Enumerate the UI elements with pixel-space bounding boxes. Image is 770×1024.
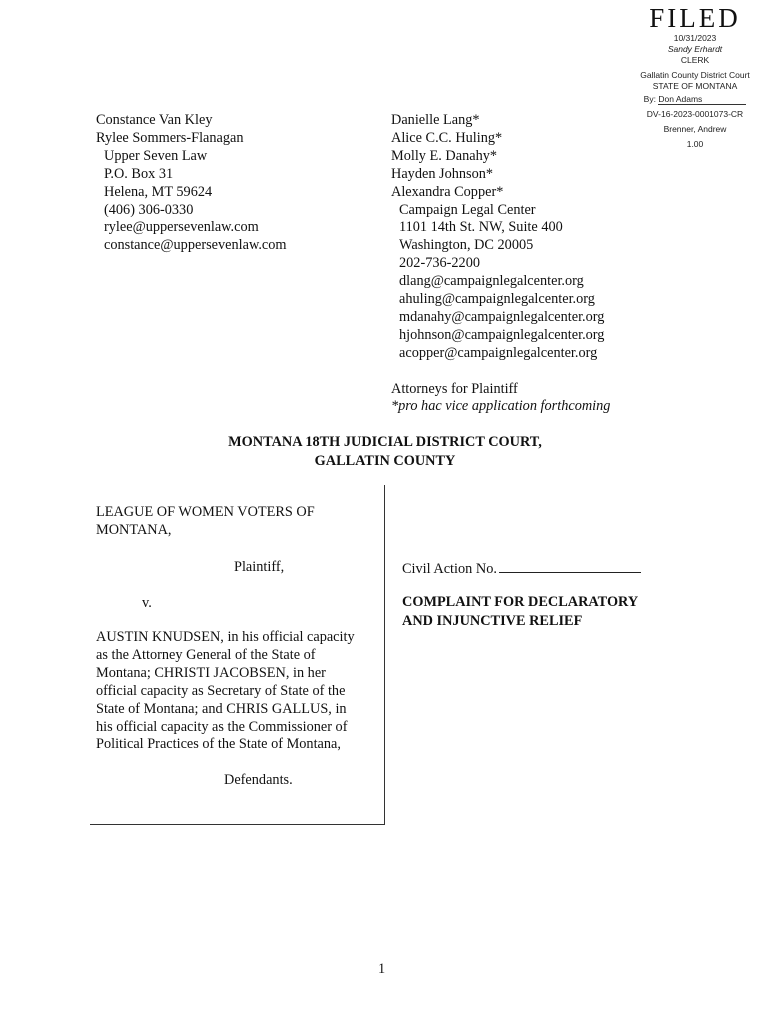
defendants-line: Montana; CHRISTI JACOBSEN, in her <box>96 664 326 681</box>
stamp-court: Gallatin County District Court <box>640 70 750 80</box>
counsel-block-left <box>96 112 287 255</box>
counsel-email: ahuling@campaignlegalcenter.org <box>399 291 595 308</box>
counsel-address: Washington, DC 20005 <box>399 237 534 254</box>
case-number: DV-16-2023-0001073-CR <box>646 109 744 119</box>
caption-divider-vertical <box>384 485 385 825</box>
counsel-firm: Upper Seven Law <box>104 147 208 164</box>
court-title <box>0 433 770 470</box>
counsel-name: Alexandra Copper* <box>391 183 504 200</box>
court-title-line: GALLATIN COUNTY <box>314 452 456 469</box>
civil-action-label: Civil Action No. <box>402 561 497 577</box>
defendants-line: official capacity as Secretary of State of the <box>96 682 346 699</box>
civil-action-blank-line <box>499 559 641 573</box>
counsel-email: dlang@campaignlegalcenter.org <box>399 273 584 290</box>
versus-label: v. <box>142 595 152 611</box>
page-number: 1 <box>378 961 386 977</box>
complaint-title-line: AND INJUNCTIVE RELIEF <box>402 612 583 629</box>
stamp-version: 1.00 <box>686 139 704 149</box>
filed-date: 10/31/2023 <box>673 33 717 43</box>
counsel-block-right <box>391 112 610 416</box>
counsel-name: Molly E. Danahy* <box>391 147 498 164</box>
plaintiff-label: Plaintiff, <box>234 559 285 575</box>
counsel-email: constance@uppersevenlaw.com <box>104 237 287 254</box>
counsel-email: mdanahy@campaignlegalcenter.org <box>399 308 605 325</box>
counsel-address: 1101 14th St. NW, Suite 400 <box>399 219 563 236</box>
defendants-label: Defendants. <box>224 772 293 788</box>
defendants-line: as the Attorney General of the State of <box>96 646 316 663</box>
counsel-role: Attorneys for Plaintiff <box>391 380 518 397</box>
counsel-phone: 202-736-2200 <box>399 255 481 272</box>
counsel-name: Hayden Johnson* <box>391 165 494 182</box>
stamp-state: STATE OF MONTANA <box>652 81 738 91</box>
counsel-firm: Campaign Legal Center <box>399 201 536 218</box>
caption-divider-horizontal <box>90 824 385 825</box>
court-title-line: MONTANA 18TH JUDICIAL DISTRICT COURT, <box>228 434 542 450</box>
stamp-by-line <box>620 94 770 105</box>
counsel-email: rylee@uppersevenlaw.com <box>104 219 259 236</box>
plaintiff-name <box>96 504 315 540</box>
counsel-phone: (406) 306-0330 <box>104 201 194 218</box>
counsel-name: Constance Van Kley <box>96 112 213 128</box>
spacer <box>391 363 610 381</box>
defendants-line: his official capacity as the Commissioner of <box>96 718 348 735</box>
counsel-email: hjohnson@campaignlegalcenter.org <box>399 326 605 343</box>
counsel-email: acopper@campaignlegalcenter.org <box>399 344 598 361</box>
defendants-line: Political Practices of the State of Montana, <box>96 736 341 753</box>
pro-hac-vice-note: *pro hac vice application forthcoming <box>391 398 611 415</box>
filed-heading: FILED <box>649 3 741 33</box>
clerk-name: Sandy Erhardt <box>667 44 723 54</box>
counsel-address: P.O. Box 31 <box>104 165 174 182</box>
assigned-judge: Brenner, Andrew <box>663 124 727 134</box>
plaintiff-name-line: MONTANA, <box>96 521 172 538</box>
counsel-name: Danielle Lang* <box>391 112 480 128</box>
plaintiff-name-line: LEAGUE OF WOMEN VOTERS OF <box>96 504 315 520</box>
stamp-by-label: By: <box>643 94 656 104</box>
civil-action-number <box>402 559 641 579</box>
counsel-name: Rylee Sommers-Flanagan <box>96 129 244 146</box>
filed-stamp <box>620 4 770 150</box>
stamp-by-name: Don Adams <box>658 94 746 105</box>
counsel-name: Alice C.C. Huling* <box>391 129 503 146</box>
complaint-title <box>402 593 638 630</box>
counsel-address: Helena, MT 59624 <box>104 183 213 200</box>
complaint-title-line: COMPLAINT FOR DECLARATORY <box>402 594 639 610</box>
defendants-line: AUSTIN KNUDSEN, in his official capacity <box>96 629 355 645</box>
defendants-line: State of Montana; and CHRIS GALLUS, in <box>96 700 347 717</box>
clerk-title: CLERK <box>680 55 710 65</box>
defendants-names <box>96 629 355 754</box>
